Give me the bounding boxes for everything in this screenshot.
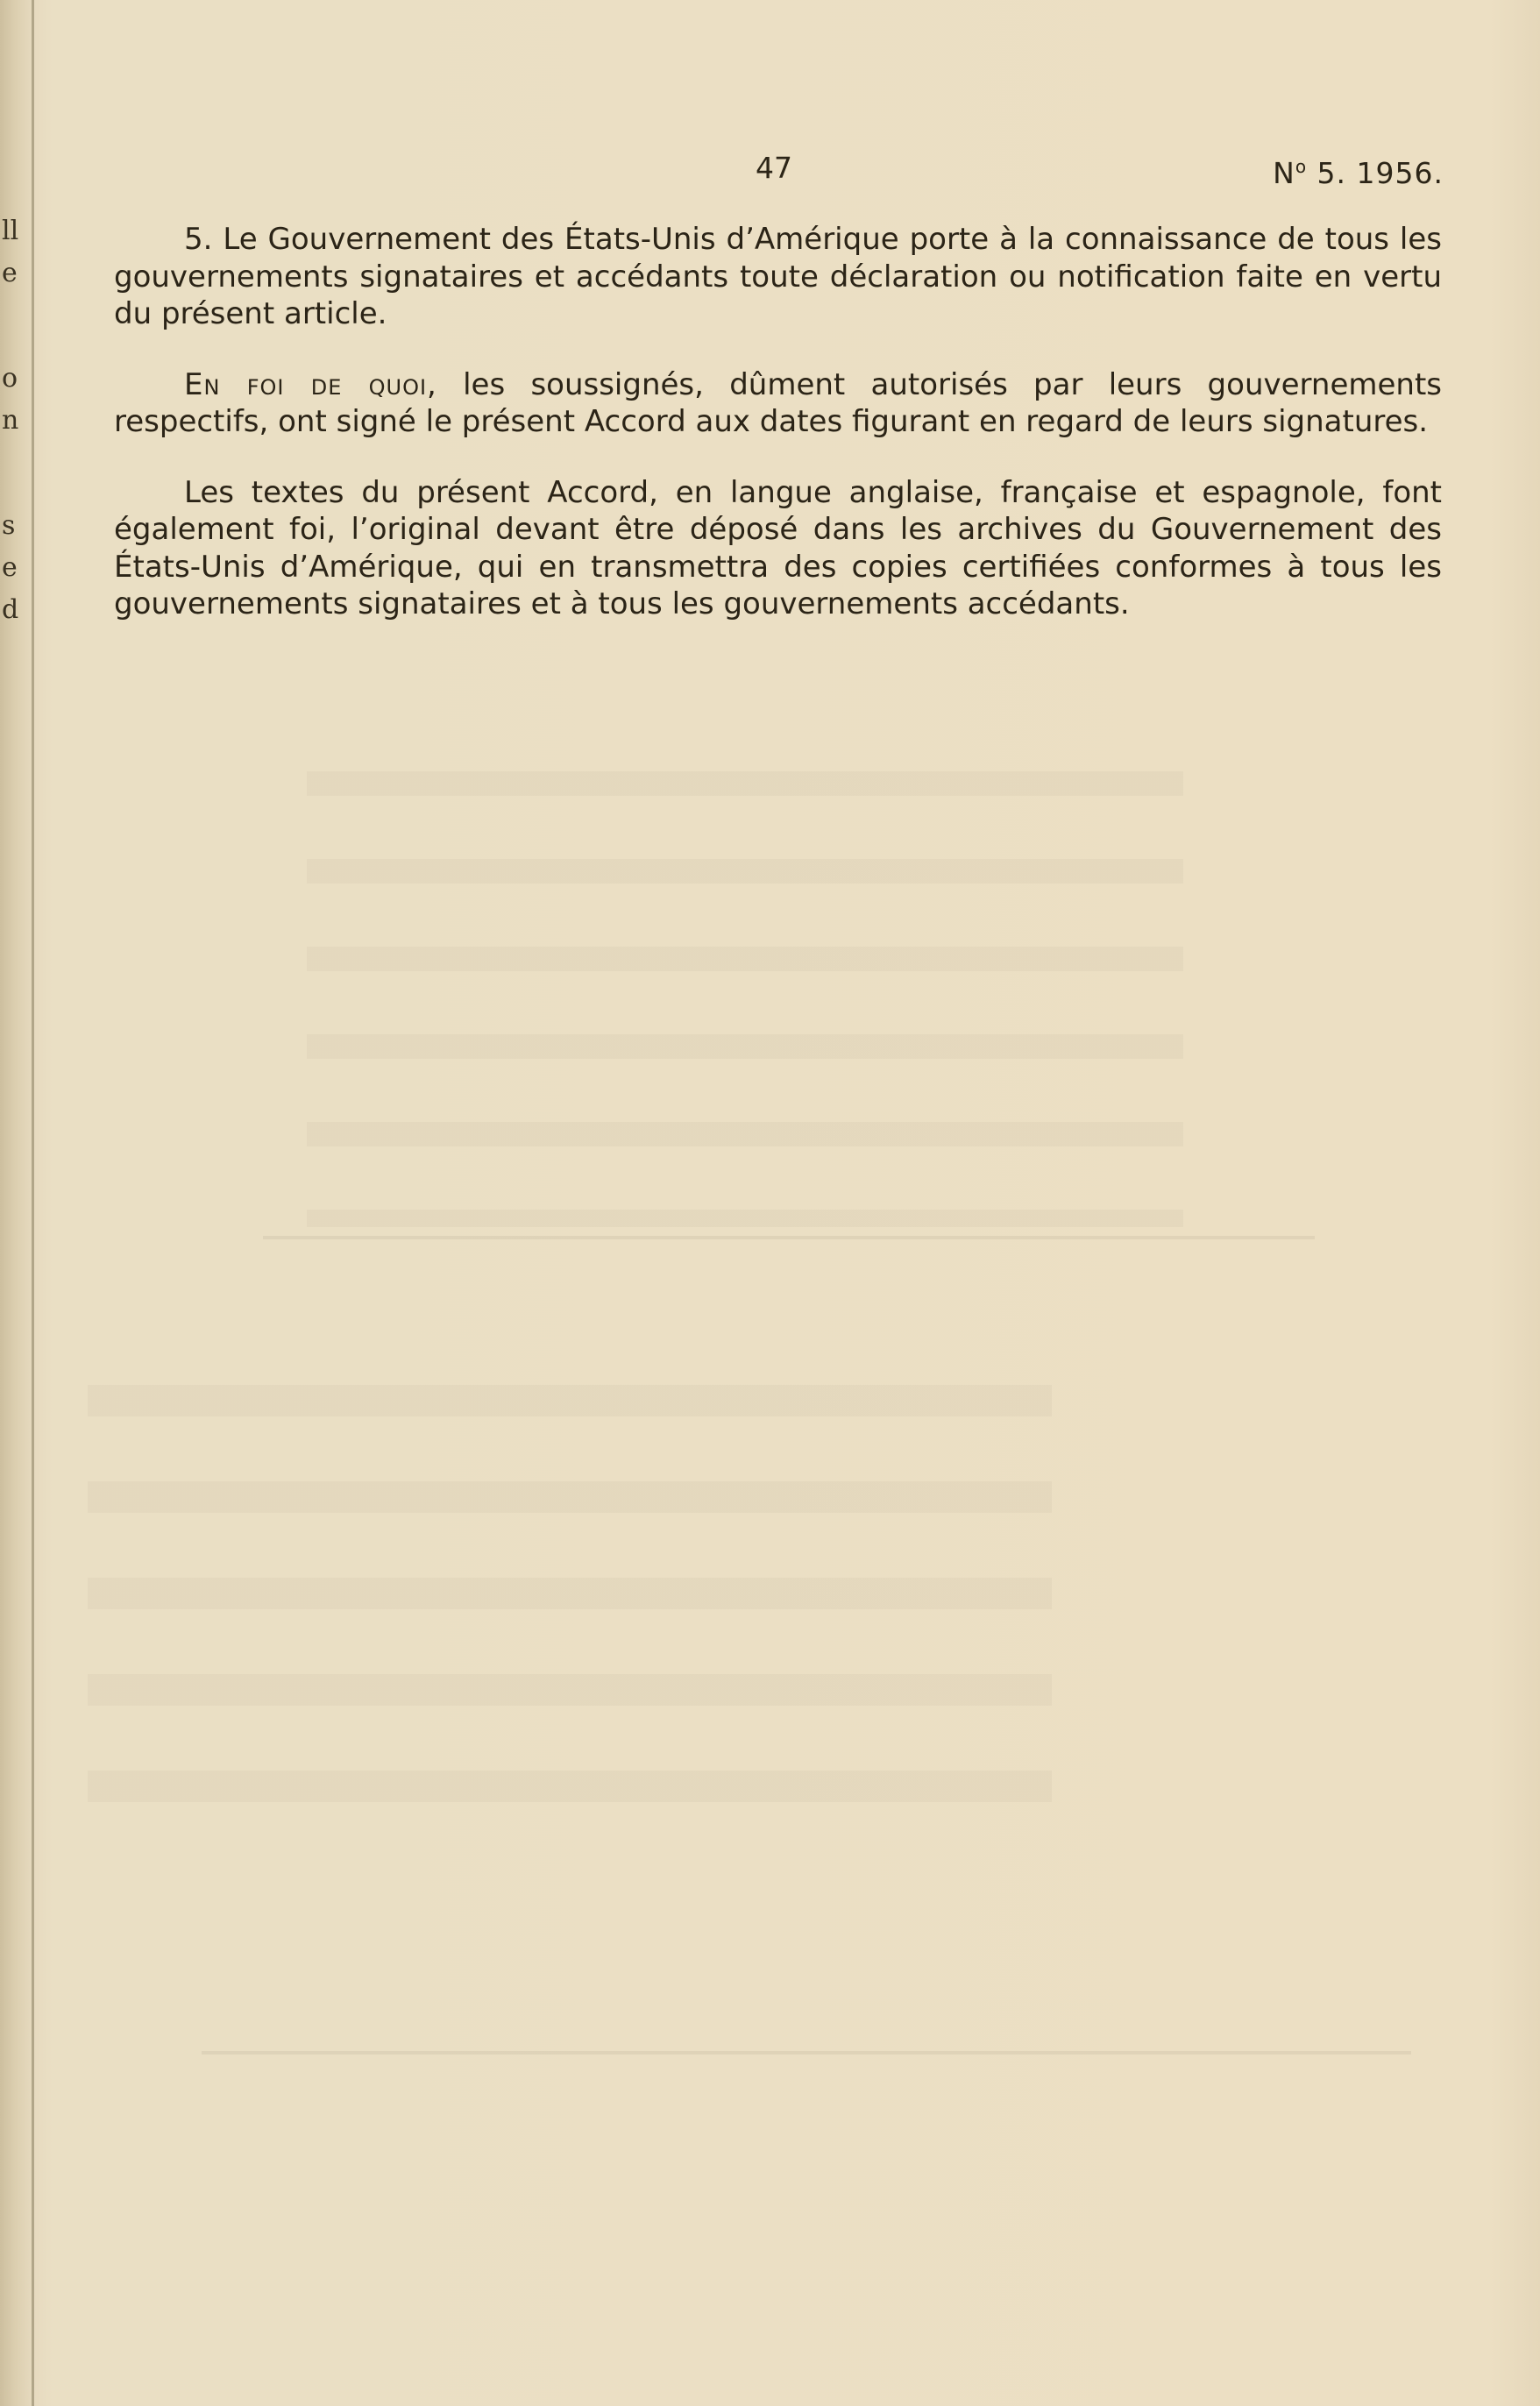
edge-fragment: s	[2, 510, 16, 541]
show-through-rule	[263, 1236, 1315, 1239]
paragraph-in-witness	[114, 366, 1442, 441]
issue-prefix: N	[1273, 156, 1295, 190]
binding-gutter	[32, 0, 34, 2406]
edge-fragment: d	[2, 594, 19, 625]
edge-fragment: n	[2, 405, 19, 436]
paragraph-authentic-texts: Les textes du présent Accord, en langue anglaise, française et espagnole, font également foi, l’original devant être déposé dans les archives du Gouvernement des États-Unis d’Amérique, qui en transmettra des copies certifiées conformes à tous les gouvernements signataires et à tous les gouvernements accédants.	[114, 474, 1442, 621]
adjacent-page-edge	[2, 210, 26, 631]
paragraph-article-5: 5. Le Gouvernement des États-Unis d’Amérique porte à la connaissance de tous les gouvernements signataires et accédants toute déclaration ou notification faite en vertu du présent article.	[114, 222, 1442, 331]
edge-fragment: o	[2, 363, 18, 394]
show-through-block	[88, 1385, 1052, 1858]
document-body	[114, 221, 1442, 657]
page-number: 47	[756, 151, 792, 185]
in-witness-lead: En foi de quoi,	[184, 366, 437, 402]
edge-fragment: ll	[2, 216, 19, 246]
edge-fragment: e	[2, 552, 18, 583]
edge-fragment: e	[2, 258, 18, 288]
issue-superscript: o	[1295, 156, 1308, 177]
show-through-rule	[202, 2051, 1411, 2055]
issue-reference	[1273, 156, 1444, 190]
issue-number-year: 5. 1956.	[1307, 156, 1444, 190]
in-witness-text: les soussignés, dûment autorisés par leurs gouvernements respectifs, ont signé le présent Accord aux dates figurant en regard de leurs signatures.	[114, 366, 1443, 439]
page-header	[0, 151, 1540, 195]
show-through-block	[307, 771, 1183, 1227]
